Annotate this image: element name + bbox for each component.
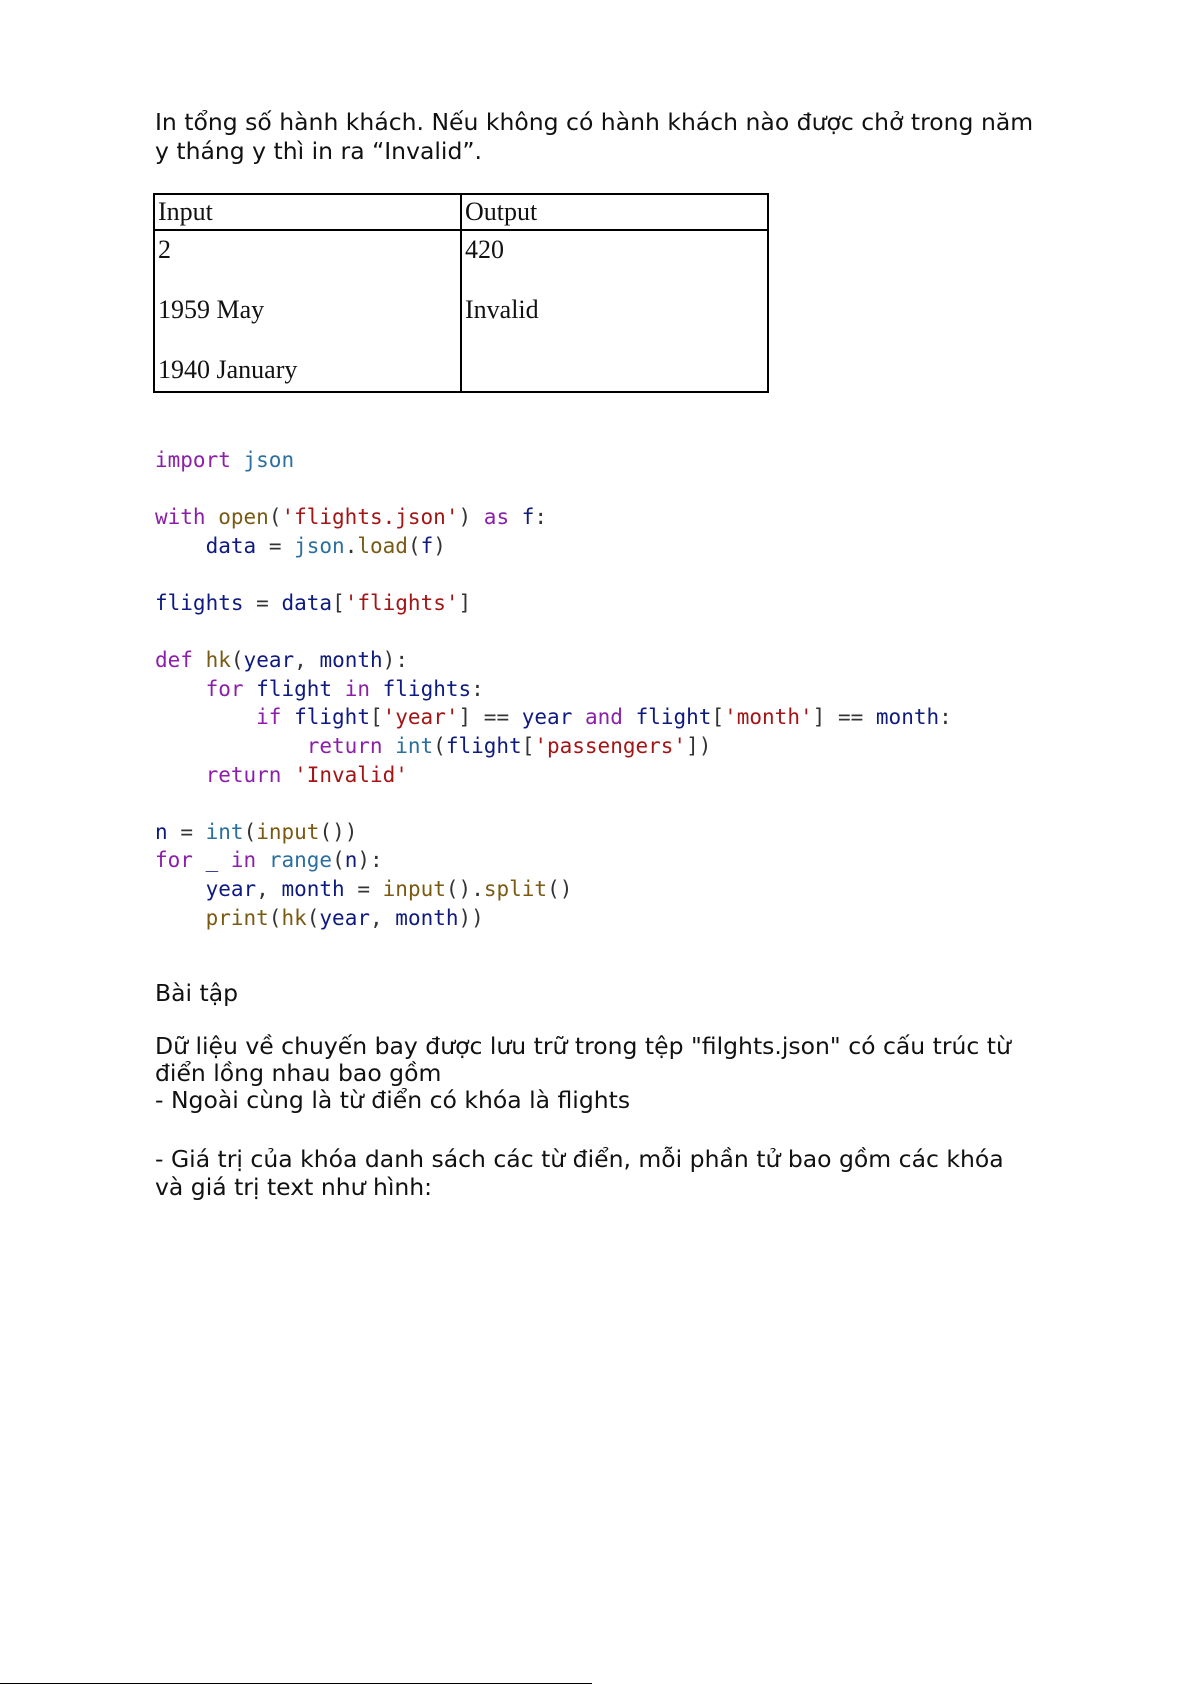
code-line: n = int(input()) — [155, 819, 358, 844]
code-line: year, month = input().split() — [205, 876, 573, 901]
output-line: Invalid — [465, 295, 539, 324]
code-line: import json — [155, 448, 295, 472]
exercise-heading-block — [155, 979, 1075, 1008]
table-header-output: Output — [461, 194, 768, 230]
code-line: print(hk(year, month)) — [205, 905, 484, 930]
io-example-table — [153, 193, 769, 393]
exercise-desc-line-2: điển lồng nhau bao gồm — [155, 1059, 442, 1087]
input-line: 1940 January — [158, 355, 298, 384]
input-line: 2 — [158, 235, 171, 264]
code-block — [155, 446, 952, 932]
intro-line-1: In tổng số hành khách. Nếu không có hành khách nào được chở trong năm — [155, 108, 1034, 136]
code-line: return 'Invalid' — [205, 762, 408, 787]
exercise-desc-line-1: Dữ liệu về chuyến bay được lưu trữ trong tệp "filghts.json" có cấu trúc từ — [155, 1032, 1011, 1060]
code-line: return int(flight['passengers']) — [306, 733, 712, 758]
exercise-value-line-1: - Giá trị của khóa danh sách các từ điển, mỗi phần tử bao gồm các khóa — [155, 1145, 1004, 1173]
exercise-value-description — [155, 1145, 1075, 1201]
exercise-value-line-2: và giá trị text như hình: — [155, 1173, 433, 1201]
code-line: for _ in range(n): — [155, 848, 383, 873]
code-line: data = json.load(f) — [205, 533, 446, 558]
input-cell — [154, 230, 461, 392]
output-line: 420 — [465, 235, 504, 264]
page-divider-line — [0, 1683, 592, 1684]
code-line: if flight['year'] == year and flight['month'] == month: — [256, 705, 952, 730]
table-row — [154, 230, 768, 392]
table-header-row — [154, 194, 768, 230]
output-line — [465, 351, 764, 391]
intro-line-2: y tháng y thì in ra “Invalid”. — [155, 137, 483, 165]
output-cell — [461, 230, 768, 392]
code-line: flights = data['flights'] — [155, 590, 472, 615]
code-line: def hk(year, month): — [155, 648, 408, 673]
exercise-desc-line-3: - Ngoài cùng là từ điển có khóa là flights — [155, 1086, 631, 1114]
table-header-input: Input — [154, 194, 461, 230]
exercise-description — [155, 1033, 1075, 1114]
intro-paragraph — [155, 108, 1075, 166]
input-line: 1959 May — [158, 295, 265, 324]
code-line: with open('flights.json') as f: — [155, 505, 548, 530]
code-line: for flight in flights: — [205, 676, 484, 701]
exercise-heading: Bài tập — [155, 979, 239, 1007]
